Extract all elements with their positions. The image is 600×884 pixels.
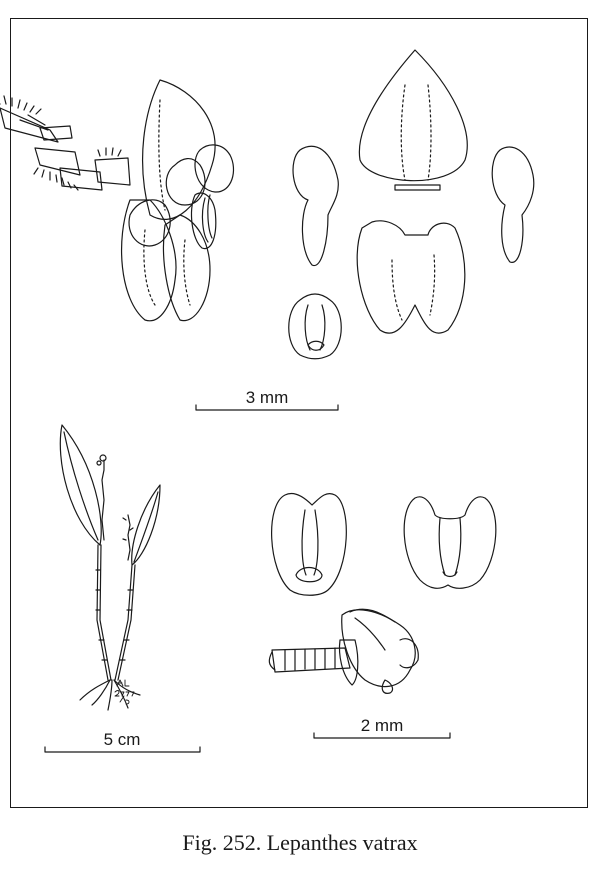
scale-label-5cm: 5 cm	[103, 730, 141, 749]
scale-label-2mm: 2 mm	[360, 716, 404, 735]
scale-label-3mm: 3 mm	[245, 388, 289, 407]
lip-drawings	[269, 493, 496, 693]
dissected-parts	[289, 50, 534, 359]
figure-caption: Fig. 252. Lepanthes vatrax	[182, 830, 418, 855]
plant-habit-drawing	[60, 425, 160, 710]
flower-drawing	[0, 80, 234, 321]
